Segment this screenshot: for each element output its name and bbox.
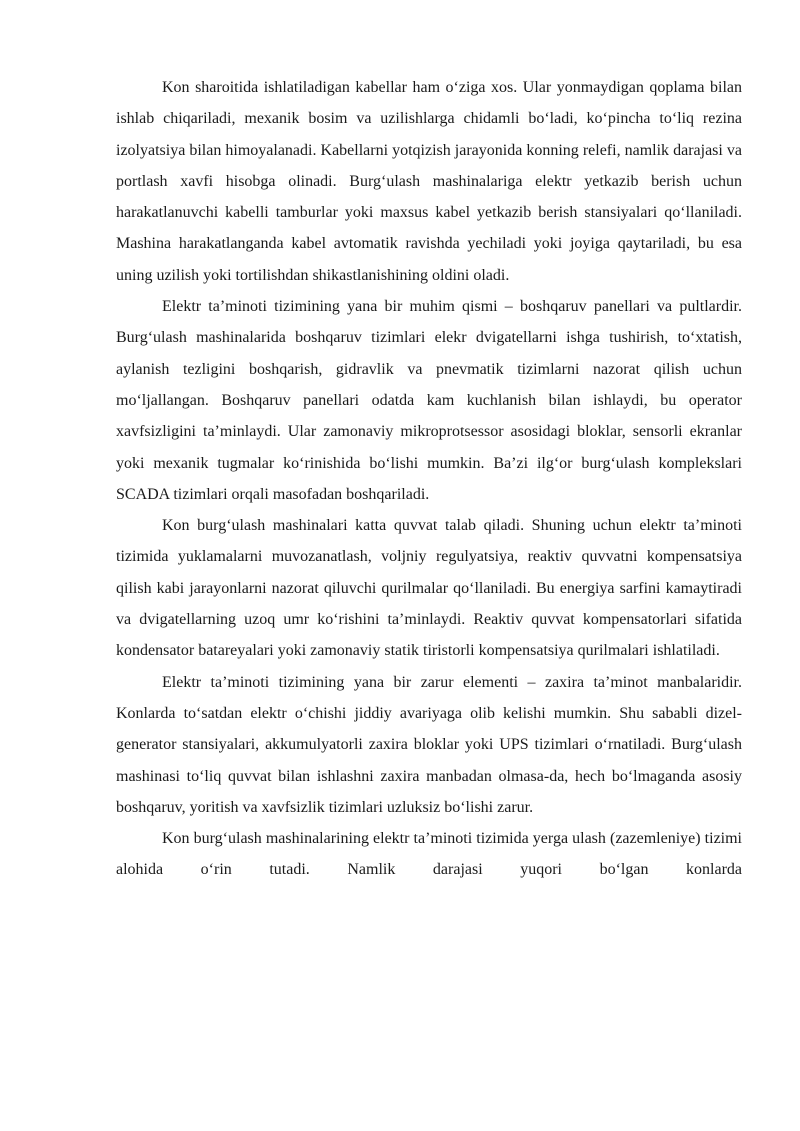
paragraph-control-panels: Elektr ta’minoti tizimining yana bir muhim qismi – boshqaruv panellari va pultlardir. Burg‘ulash mashinalarida boshqaruv tizimlari elekr dvigatellarni ishga tushirish, to‘xtatish, aylanish tezligini boshqarish, gidravlik va pnevmatik tizimlarni nazorat qilish uchun mo‘ljallangan. Boshqaruv panellari odatda kam kuchlanish bilan ishlaydi, bu operator xavfsizligini ta’minlaydi. Ular zamonaviy mikroprotsessor asosidagi bloklar, sensorli ekranlar yoki mexanik tugmalar ko‘rinishida bo‘lishi mumkin. Ba’zi ilg‘or burg‘ulash komplekslari SCADA tizimlari orqali masofadan boshqariladi.	[116, 298, 742, 503]
paragraph-power-demand: Kon burg‘ulash mashinalari katta quvvat talab qiladi. Shuning uchun elektr ta’minoti tizimida yuklamalarni muvozanatlash, voljniy regulyatsiya, reaktiv quvvatni kompensatsiya qilish kabi jarayonlarni nazorat qiluvchi qurilmalar qo‘llaniladi. Bu energiya sarfini kamaytiradi va dvigatellarning uzoq umr ko‘rishini ta’minlaydi. Reaktiv quvvat kompensatorlari sifatida kondensator batareyalari yoki zamonaviy statik tiristorli kompensatsiya qurilmalari ishlatiladi.	[116, 517, 742, 660]
document-page	[116, 72, 742, 886]
paragraph-cables: Kon sharoitida ishlatiladigan kabellar ham o‘ziga xos. Ular yonmaydigan qoplama bilan ishlab chiqariladi, mexanik bosim va uzilishlarga chidamli bo‘ladi, ko‘pincha to‘liq rezina izolyatsiya bilan himoyalanadi. Kabellarni yotqizish jarayonida konning relefi, namlik darajasi va portlash xavfi hisobga olinadi. Burg‘ulash mashinalariga elektr yetkazib berish uchun harakatlanuvchi kabelli tamburlar yoki maxsus kabel yetkazib berish stansiyalari qo‘llaniladi. Mashina harakatlanganda kabel avtomatik ravishda yechiladi yoki joyiga qaytariladi, bu esa uning uzilish yoki tortilishdan shikastlanishining oldini oladi.	[116, 79, 742, 284]
paragraph-backup-supply: Elektr ta’minoti tizimining yana bir zarur elementi – zaxira ta’minot manbalaridir. Konlarda to‘satdan elektr o‘chishi jiddiy avariyaga olib kelishi mumkin. Shu sababli dizel-generator stansiyalari, akkumulyatorli zaxira bloklar yoki UPS tizimlari o‘rnatiladi. Burg‘ulash mashinasi to‘liq quvvat bilan ishlashni zaxira manbadan olmasa-da, hech bo‘lmaganda asosiy boshqaruv, yoritish va xavfsizlik tizimlari uzluksiz bo‘lishi zarur.	[116, 673, 742, 816]
paragraph-grounding: Kon burg‘ulash mashinalarining elektr ta’minoti tizimida yerga ulash (zazemleniye) tizimi alohida o‘rin tutadi. Namlik darajasi yuqori bo‘lgan konlarda	[116, 830, 742, 879]
